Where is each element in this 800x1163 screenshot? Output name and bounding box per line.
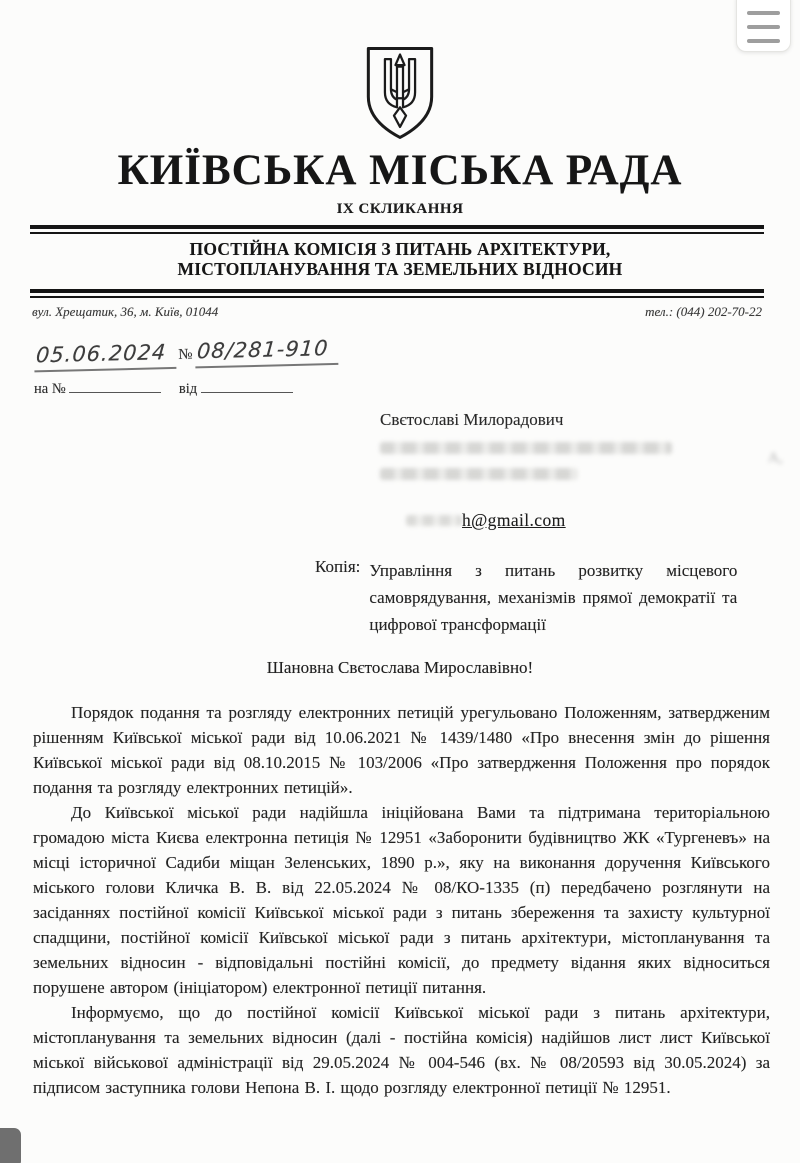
outgoing-date-handwritten: 05.06.2024 [35,340,168,368]
commission-line-2: МІСТОПЛАНУВАННЯ ТА ЗЕМЕЛЬНИХ ВІДНОСИН [177,259,623,279]
header-rule-top [30,225,764,234]
bottom-left-tab[interactable] [0,1128,21,1163]
header-rule-bottom [30,289,764,298]
org-address: вул. Хрещатик, 36, м. Київ, 01044 [32,304,219,319]
copy-text: Управління з питань розвитку місцевого самоврядування, механізмів прямої демократії та цифрової трансформації [369,561,738,634]
contact-row [32,304,762,320]
recipient-email-line [406,510,740,531]
paragraph-3: Інформуємо, що до постійної комісії Київської міської ради з питань архітектури, містопланування та земельних відносин (далі - постійна комісія) надійшов лист лист Київської міської військової адміністрації від 29.05.2024 № 004-546 (вх. № 08/20593 від 30.05.2024) за підписом заступника голови Непона В. І. щодо розгляду електронної петиції № 12951. [33,1003,770,1097]
copy-block [315,557,770,638]
letter-body [33,700,770,1100]
reply-to-label: на № [34,381,66,397]
redacted-address-line-2 [380,468,578,480]
convocation-label: IX СКЛИКАННЯ [336,201,464,217]
paragraph-2: До Київської міської ради надійшла ініційована Вами та підтримана територіальною громадою міста Києва електронна петиція № 12951 «Заборонити будівництво ЖК «Тургеневъ» на місці історичної Садиби міщан Зеленських, 1890 р.», яку на виконання доручення Київського міського голови Кличка В. В. від 22.05.2024 № 08/КО-1335 (п) передбачено розглянути на засіданнях постійної комісії Київської міської ради з питань збереження та захисту культурної спадщини, постійної комісії Київської міської ради з питань архітектури, містопланування та земельних відносин - відповідальні постійні комісії, до предмету відання яких відноситься порушене автором (ініціатором) електронної петиції питання. [33,803,770,997]
redacted-email-prefix [406,515,462,526]
recipient-block [380,410,783,531]
paragraph-1: Порядок подання та розгляду електронних петицій урегульовано Положенням, затвердженим рішенням Київської міської ради від 10.06.2021 № 1439/1480 «Про внесення змін до рішення Київської міської ради від 08.10.2015 № 103/2006 «Про затвердження Положення про порядок подання та розгляду електронних петицій». [33,703,770,797]
number-sign: № [178,346,193,363]
outgoing-number-handwritten: 08/281-910 [195,336,330,364]
reply-number-blank [69,379,161,393]
salutation: Шановна Свєтослава Мирославівно! [266,658,534,677]
commission-name [0,234,800,282]
copy-label: Копія: [315,557,361,576]
org-phone: тел.: (044) 202-70-22 [645,304,762,319]
ukraine-trident-emblem [362,44,438,142]
redacted-fragment: А, [768,450,783,466]
outgoing-reference [34,325,800,373]
reply-reference [34,379,800,398]
commission-line-1: ПОСТІЙНА КОМІСІЯ З ПИТАНЬ АРХІТЕКТУРИ, [189,239,611,259]
redacted-address-line-1 [380,442,783,466]
org-title: КИЇВСЬКА МІСЬКА РАДА [117,147,683,194]
reply-from-label: від [178,381,198,397]
recipient-email: h@gmail.com [462,510,566,530]
menu-button[interactable] [736,0,791,52]
recipient-name: Свєтославі Милорадович [380,410,564,429]
reply-date-blank [201,379,293,393]
hamburger-menu-icon [737,0,790,43]
